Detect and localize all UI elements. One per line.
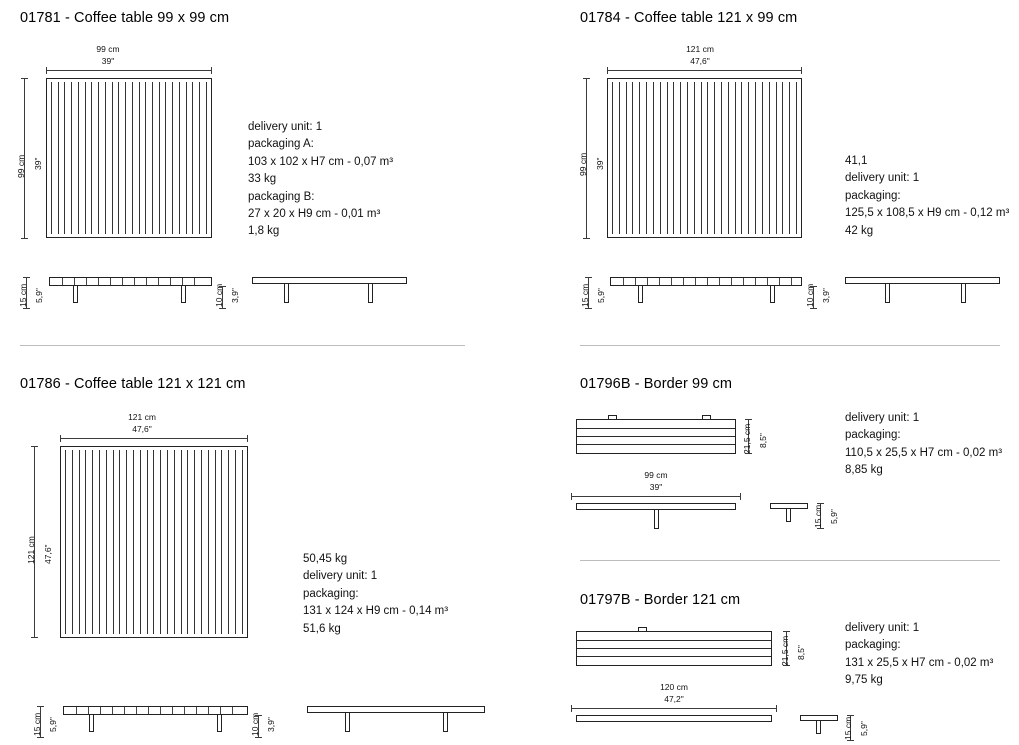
specs-01784: 41,1 delivery unit: 1 packaging: 125,5 x 108,5 x H9 cm - 0,12 m³ 42 kg: [845, 155, 1010, 237]
dimension-tick: [847, 715, 854, 716]
side-elevation-01796B: [770, 503, 808, 529]
dimension-tick: [21, 78, 28, 79]
top-view-01786: [60, 446, 248, 638]
dim-height-in-01784: 5,9": [596, 288, 606, 303]
dim-width-cm-01786: 121 cm: [128, 412, 156, 422]
front-elevation-01797B: [576, 715, 772, 741]
dimension-tick: [607, 67, 608, 74]
dimension-tick: [740, 493, 741, 500]
leg: [443, 713, 448, 732]
dimension-tick: [37, 737, 44, 738]
dimension-tick: [801, 67, 802, 74]
specs-01796B: delivery unit: 1 packaging: 110,5 x 25,5 x H7 cm - 0,02 m³ 8,85 kg: [845, 412, 1003, 477]
dim-height-cm-01797B: 15 cm: [843, 716, 853, 740]
dim-width-cm-01784: 121 cm: [686, 44, 714, 54]
leg: [368, 284, 373, 303]
dim-width-in-01784: 47,6": [690, 56, 710, 66]
table-top-edge: [610, 277, 802, 286]
dimension-tick: [247, 435, 248, 442]
side-elevation-01786: [307, 706, 485, 738]
dimension-tick: [571, 493, 572, 500]
top-view-01781: [46, 78, 212, 238]
dimension-tick: [847, 740, 854, 741]
dimension-line: [607, 70, 802, 71]
dim-leg-in-01784: 3,9": [821, 288, 831, 303]
dim-height-cm-01781: 15 cm: [18, 283, 28, 307]
dim-leg-cm-01786: 10 cm: [250, 712, 260, 736]
leg: [73, 286, 78, 303]
dim-width-cm-01797B: 120 cm: [660, 682, 688, 692]
dimension-tick: [817, 503, 824, 504]
slats: [61, 447, 247, 637]
stack-view-01797B: [576, 631, 772, 666]
table-top-edge: [845, 277, 1000, 284]
dim-depth-in-01786: 47,6": [43, 544, 53, 564]
section-divider: [580, 345, 1000, 346]
section-divider: [580, 560, 1000, 561]
leg: [345, 713, 350, 732]
dim-height-cm-01786: 15 cm: [32, 712, 42, 736]
dim-width-in-01796B: 39": [649, 482, 663, 492]
side-elevation-01797B: [800, 715, 838, 741]
border-edge: [576, 503, 736, 510]
table-top-edge: [63, 706, 248, 715]
dim-width-in-01781: 39": [101, 56, 115, 66]
dimension-tick: [585, 308, 592, 309]
section-divider: [20, 345, 465, 346]
dimension-tick: [21, 238, 28, 239]
leg: [961, 284, 966, 303]
leg: [885, 284, 890, 303]
dim-height-in-01797B: 5,9": [859, 721, 869, 736]
dim-depth-in-01784: 39": [595, 157, 605, 170]
dimension-tick: [571, 705, 572, 712]
leg: [816, 721, 821, 734]
leg: [638, 286, 643, 303]
leg: [654, 510, 659, 529]
dimension-tick: [211, 67, 212, 74]
dimension-tick: [31, 637, 38, 638]
leg: [181, 286, 186, 303]
dim-stack-height-in-01797B: 8,5": [796, 645, 806, 660]
dimension-tick: [31, 446, 38, 447]
front-elevation-01781: [49, 277, 212, 309]
table-top-edge: [49, 277, 212, 286]
dim-leg-cm-01781: 10 cm: [214, 283, 224, 307]
specs-01797B: delivery unit: 1 packaging: 131 x 25,5 x H7 cm - 0,02 m³ 9,75 kg: [845, 622, 994, 687]
dim-stack-height-cm-01796B: 21,5 cm: [742, 423, 752, 454]
dimension-tick: [810, 308, 817, 309]
product-title-01781: 01781 - Coffee table 99 x 99 cm: [20, 10, 230, 26]
dimension-tick: [783, 631, 790, 632]
table-top-edge: [252, 277, 407, 284]
dim-stack-height-cm-01797B: 21,5 cm: [780, 635, 790, 666]
dim-width-cm-01796B: 99 cm: [644, 470, 668, 480]
dim-depth-cm-01781: 99 cm: [16, 154, 26, 178]
dim-width-cm-01781: 99 cm: [96, 44, 120, 54]
dimension-tick: [46, 67, 47, 74]
product-title-01786: 01786 - Coffee table 121 x 121 cm: [20, 376, 246, 392]
dimension-line: [571, 496, 741, 497]
front-elevation-01796B: [576, 503, 736, 533]
product-title-01796B: 01796B - Border 99 cm: [580, 376, 733, 392]
leg: [284, 284, 289, 303]
product-title-01784: 01784 - Coffee table 121 x 99 cm: [580, 10, 798, 26]
dim-height-in-01781: 5,9": [34, 288, 44, 303]
dim-stack-height-in-01796B: 8,5": [758, 433, 768, 448]
slats: [47, 79, 211, 237]
slats: [608, 79, 801, 237]
table-top-edge: [307, 706, 485, 713]
dimension-line: [571, 708, 777, 709]
dimension-tick: [60, 435, 61, 442]
dimension-tick: [219, 308, 226, 309]
leg: [770, 286, 775, 303]
specs-01786: 50,45 kg delivery unit: 1 packaging: 131 x 124 x H9 cm - 0,14 m³ 51,6 kg: [303, 553, 449, 635]
leg: [786, 509, 791, 522]
dimension-line: [60, 438, 248, 439]
specs-01781: delivery unit: 1 packaging A: 103 x 102 x H7 cm - 0,07 m³ 33 kg packaging B: 27 x 20 x H9 cm - 0,01 m³ 1,8 kg: [248, 121, 394, 238]
dim-leg-in-01781: 3,9": [230, 288, 240, 303]
side-elevation-01784: [845, 277, 1000, 309]
dim-height-cm-01796B: 15 cm: [813, 504, 823, 528]
front-elevation-01786: [63, 706, 248, 738]
dim-leg-cm-01784: 10 cm: [805, 283, 815, 307]
leg: [217, 715, 222, 732]
dimension-tick: [23, 308, 30, 309]
border-edge: [576, 715, 772, 722]
dimension-tick: [585, 277, 592, 278]
stack-view-01796B: [576, 419, 736, 454]
dim-height-in-01796B: 5,9": [829, 509, 839, 524]
dim-width-in-01786: 47,6": [132, 424, 152, 434]
front-elevation-01784: [610, 277, 802, 309]
dimension-tick: [776, 705, 777, 712]
dim-width-in-01797B: 47,2": [664, 694, 684, 704]
dim-depth-cm-01786: 121 cm: [26, 536, 36, 564]
dim-height-cm-01784: 15 cm: [580, 283, 590, 307]
leg: [89, 715, 94, 732]
dimension-tick: [583, 238, 590, 239]
dim-leg-in-01786: 3,9": [266, 717, 276, 732]
dim-depth-cm-01784: 99 cm: [578, 152, 588, 176]
side-elevation-01781: [252, 277, 407, 309]
product-title-01797B: 01797B - Border 121 cm: [580, 592, 741, 608]
dim-depth-in-01781: 39": [33, 157, 43, 170]
dimension-tick: [817, 528, 824, 529]
dimension-tick: [255, 737, 262, 738]
dimension-tick: [583, 78, 590, 79]
dim-height-in-01786: 5,9": [48, 717, 58, 732]
dimension-tick: [37, 706, 44, 707]
dimension-tick: [745, 419, 752, 420]
dimension-line: [46, 70, 212, 71]
dimension-tick: [23, 277, 30, 278]
top-view-01784: [607, 78, 802, 238]
